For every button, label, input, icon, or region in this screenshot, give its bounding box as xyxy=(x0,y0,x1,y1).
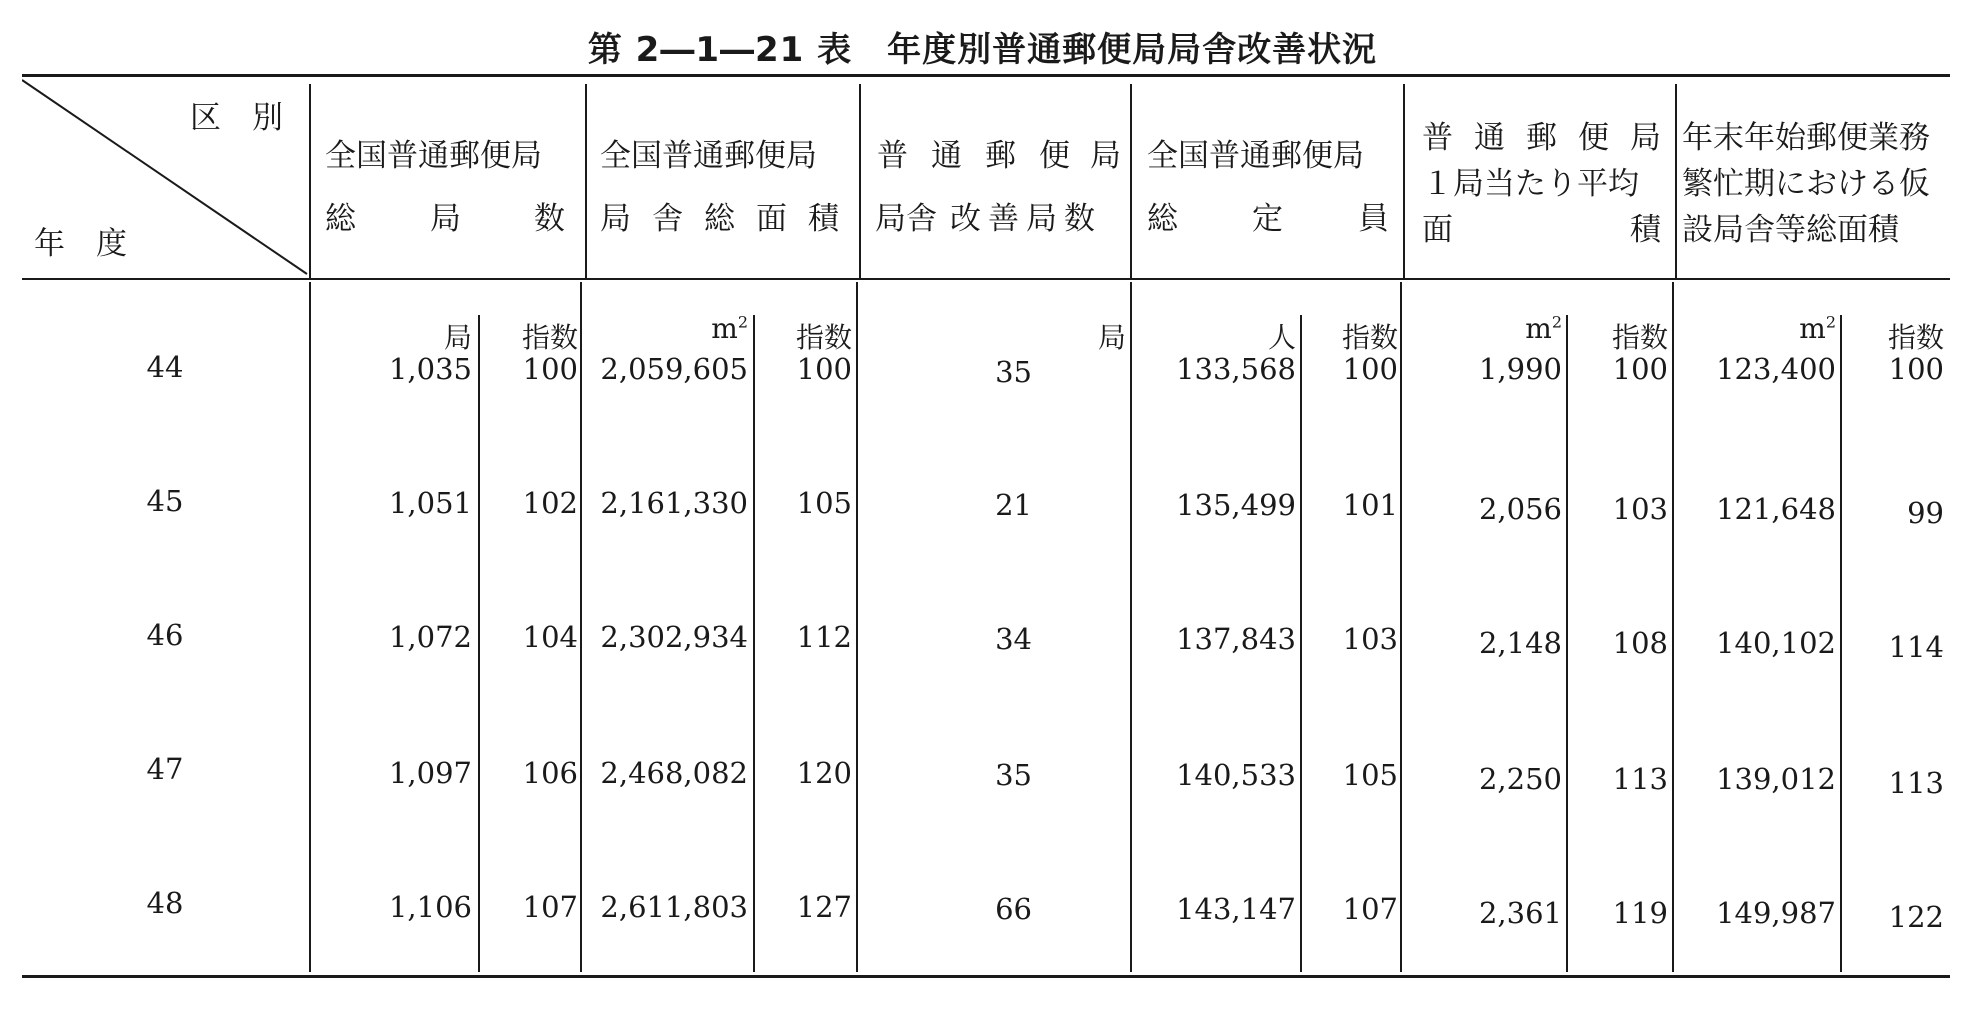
unit-improved: 局 xyxy=(1097,321,1126,354)
unit-temp-area-m-text: m xyxy=(1799,312,1826,345)
col-staff-header-line1: 全国普通郵便局 xyxy=(1147,138,1364,174)
top-rule xyxy=(22,74,1950,77)
temp-area-cell: 140,102 xyxy=(1716,626,1836,660)
year-cell: 48 xyxy=(146,886,184,920)
unit-offices-index: 指数 xyxy=(521,321,578,354)
avg-area-cell: 2,250 xyxy=(1478,762,1562,796)
unit-staff: 人 xyxy=(1267,321,1296,354)
col-offices-header-line1: 全国普通郵便局 xyxy=(325,138,542,174)
area-index-cell: 100 xyxy=(796,352,852,386)
unit-staff-index: 指数 xyxy=(1341,321,1398,354)
body-divider xyxy=(478,315,480,972)
col-temp-area-header-line2: 繁忙期における仮 xyxy=(1682,166,1930,202)
area-cell: 2,611,803 xyxy=(600,890,748,924)
staff-cell: 143,147 xyxy=(1176,892,1296,926)
col-avg-area-header-char: 面 xyxy=(1422,212,1453,248)
corner-label-year: 年 度 xyxy=(34,226,127,262)
staff-cell: 137,843 xyxy=(1176,622,1296,656)
avg-area-cell: 2,056 xyxy=(1478,492,1562,526)
temp-area-index-cell: 113 xyxy=(1888,766,1944,800)
temp-area-index-cell: 122 xyxy=(1888,900,1944,934)
area-index-cell: 127 xyxy=(796,890,852,924)
unit-avg-area-sup: 2 xyxy=(1551,312,1562,332)
year-cell: 46 xyxy=(146,618,184,652)
col-avg-area-header-char: 局 xyxy=(1630,120,1661,156)
col-area-header-line1: 全国普通郵便局 xyxy=(600,138,817,174)
temp-area-index-cell: 114 xyxy=(1888,630,1944,664)
staff-index-cell: 105 xyxy=(1342,758,1398,792)
year-cell: 45 xyxy=(146,484,184,518)
col-improved-header-char: 普 xyxy=(877,138,908,174)
avg-area-cell: 1,990 xyxy=(1478,352,1562,386)
year-cell: 44 xyxy=(146,350,184,384)
offices-index-cell: 106 xyxy=(522,756,578,790)
col-staff-header-char: 定 xyxy=(1252,201,1283,237)
area-index-cell: 120 xyxy=(796,756,852,790)
area-cell: 2,059,605 xyxy=(600,352,748,386)
col-area-header-char: 総 xyxy=(704,201,735,237)
unit-offices: 局 xyxy=(443,321,472,354)
col-improved-header-char: 局 xyxy=(1026,201,1057,237)
body-divider xyxy=(309,282,311,972)
body-divider xyxy=(753,315,755,972)
offices-index-cell: 100 xyxy=(522,352,578,386)
temp-area-cell: 123,400 xyxy=(1716,352,1836,386)
area-cell: 2,161,330 xyxy=(600,486,748,520)
offices-cell: 1,106 xyxy=(388,890,472,924)
temp-area-cell: 139,012 xyxy=(1716,762,1836,796)
col-avg-area-header-char: 便 xyxy=(1578,120,1609,156)
improved-cell: 35 xyxy=(995,355,1032,389)
avg-area-cell: 2,361 xyxy=(1478,896,1562,930)
unit-area-m: m xyxy=(711,312,738,345)
temp-area-cell: 121,648 xyxy=(1716,492,1836,526)
col-improved-header-char: 局 xyxy=(1090,138,1121,174)
header-divider xyxy=(1675,84,1677,278)
header-divider xyxy=(859,84,861,278)
col-offices-header-char: 局 xyxy=(430,201,461,237)
temp-area-index-cell: 100 xyxy=(1888,352,1944,386)
offices-cell: 1,035 xyxy=(388,352,472,386)
avg-area-index-cell: 113 xyxy=(1612,762,1668,796)
year-cell: 47 xyxy=(146,752,184,786)
offices-index-cell: 107 xyxy=(522,890,578,924)
col-improved-header-char: 便 xyxy=(1039,138,1070,174)
col-improved-header-char: 通 xyxy=(931,138,962,174)
col-avg-area-header-char: 通 xyxy=(1474,120,1505,156)
staff-cell: 135,499 xyxy=(1176,488,1296,522)
avg-area-index-cell: 119 xyxy=(1612,896,1668,930)
unit-area-index: 指数 xyxy=(795,321,852,354)
avg-area-index-cell: 103 xyxy=(1612,492,1668,526)
staff-index-cell: 101 xyxy=(1342,488,1398,522)
col-avg-area-header-char: 郵 xyxy=(1526,120,1557,156)
staff-index-cell: 107 xyxy=(1342,892,1398,926)
staff-index-cell: 103 xyxy=(1342,622,1398,656)
table-title: 第 2―1―21 表 年度別普通郵便局局舎改善状況 xyxy=(587,30,1378,70)
unit-avg-area xyxy=(1460,312,1562,345)
improved-cell: 21 xyxy=(995,488,1032,522)
offices-index-cell: 104 xyxy=(522,620,578,654)
temp-area-index-cell: 99 xyxy=(1907,496,1944,530)
col-improved-header-char: 郵 xyxy=(985,138,1016,174)
col-area-header-char: 局 xyxy=(600,201,631,237)
col-avg-area-header-char: 普 xyxy=(1422,120,1453,156)
temp-area-cell: 149,987 xyxy=(1716,896,1836,930)
body-divider xyxy=(1566,315,1568,972)
header-divider xyxy=(1403,84,1405,278)
area-index-cell: 105 xyxy=(796,486,852,520)
unit-avg-area-m: m xyxy=(1525,312,1552,345)
col-area-header-char: 舎 xyxy=(652,201,683,237)
staff-cell: 133,568 xyxy=(1176,352,1296,386)
unit-avg-area-index: 指数 xyxy=(1611,321,1668,354)
col-temp-area-header-line3: 設局舎等総面積 xyxy=(1682,212,1899,248)
avg-area-index-cell: 100 xyxy=(1612,352,1668,386)
bottom-rule xyxy=(22,975,1950,978)
body-divider xyxy=(580,282,582,972)
col-staff-header-char: 員 xyxy=(1358,201,1389,237)
offices-cell: 1,051 xyxy=(388,486,472,520)
col-avg-area-header-line2: １局当たり平均 xyxy=(1422,166,1639,202)
improved-cell: 34 xyxy=(995,622,1032,656)
col-offices-header-char: 総 xyxy=(325,201,356,237)
col-improved-header-char: 善 xyxy=(988,201,1019,237)
avg-area-cell: 2,148 xyxy=(1478,626,1562,660)
unit-area-sup: 2 xyxy=(737,312,748,332)
col-temp-area-header-line1: 年末年始郵便業務 xyxy=(1682,120,1930,156)
body-divider xyxy=(1400,282,1402,972)
staff-cell: 140,533 xyxy=(1176,758,1296,792)
header-divider xyxy=(585,84,587,278)
staff-index-cell: 100 xyxy=(1342,352,1398,386)
improved-cell: 35 xyxy=(995,758,1032,792)
area-cell: 2,302,934 xyxy=(600,620,748,654)
offices-cell: 1,097 xyxy=(388,756,472,790)
offices-index-cell: 102 xyxy=(522,486,578,520)
body-divider xyxy=(1672,282,1674,972)
header-divider xyxy=(1130,84,1132,278)
avg-area-index-cell: 108 xyxy=(1612,626,1668,660)
area-cell: 2,468,082 xyxy=(600,756,748,790)
improved-cell: 66 xyxy=(995,892,1032,926)
unit-temp-area-sup: 2 xyxy=(1825,312,1836,332)
col-area-header-char: 積 xyxy=(808,201,839,237)
body-divider xyxy=(1300,315,1302,972)
body-divider xyxy=(1130,282,1132,972)
offices-cell: 1,072 xyxy=(388,620,472,654)
col-improved-header-char: 数 xyxy=(1064,201,1095,237)
corner-label-category: 区 別 xyxy=(190,100,283,136)
unit-temp-area-m xyxy=(1740,312,1836,345)
col-avg-area-header-char: 積 xyxy=(1630,212,1661,248)
body-divider xyxy=(1840,315,1842,972)
col-area-header-char: 面 xyxy=(756,201,787,237)
col-staff-header-char: 総 xyxy=(1147,201,1178,237)
col-offices-header-char: 数 xyxy=(534,201,565,237)
col-improved-header-char: 改 xyxy=(950,201,981,237)
unit-temp-area-index: 指数 xyxy=(1887,321,1944,354)
area-index-cell: 112 xyxy=(796,620,852,654)
body-divider xyxy=(856,282,858,972)
header-rule xyxy=(22,278,1950,280)
unit-area xyxy=(640,312,748,345)
col-improved-header-char: 局舎 xyxy=(875,201,937,237)
